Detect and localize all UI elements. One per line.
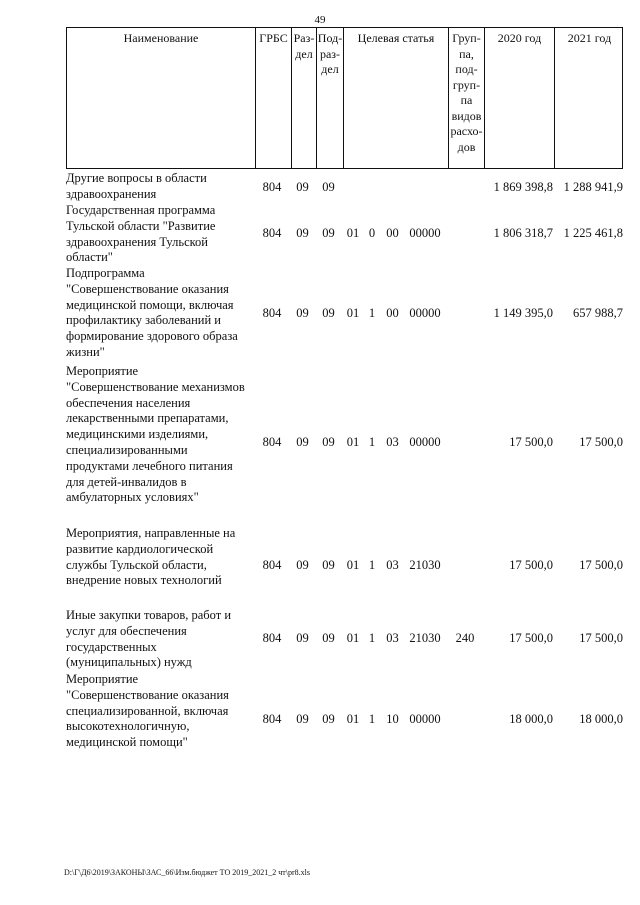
cell-2020: 1 869 398,8 xyxy=(493,180,553,194)
row-name: Подпрограмма "Совершенствование оказания медицинской помощи, включая профилактику заболеваний и формирование здорового образа жизни" xyxy=(66,266,238,359)
cell-grbs: 804 xyxy=(262,712,282,726)
cell-target-event: 03 xyxy=(386,558,399,572)
cell-grbs: 804 xyxy=(262,306,282,320)
cell-2021: 17 500,0 xyxy=(579,631,623,645)
header-vid-col xyxy=(448,28,484,168)
header-podrazdel: Под- раз- дел xyxy=(317,31,343,76)
row-name: Иные закупки товаров, работ и услуг для обеспечения государственных (муниципальных) нужд xyxy=(66,608,232,670)
cell-podrazdel: 09 xyxy=(322,558,335,572)
cell-2021: 1 225 461,8 xyxy=(563,226,623,240)
cell-2020: 1 149 395,0 xyxy=(493,306,553,320)
cell-grbs: 804 xyxy=(262,435,282,449)
cell-target-subprogram: 1 xyxy=(368,631,376,645)
cell-razdel: 09 xyxy=(296,306,309,320)
cell-2020: 17 500,0 xyxy=(509,558,553,572)
cell-razdel: 09 xyxy=(296,226,309,240)
cell-target-program: 01 xyxy=(346,306,360,320)
header-grbs-col xyxy=(255,28,291,168)
cell-2020: 18 000,0 xyxy=(509,712,553,726)
cell-2020: 1 806 318,7 xyxy=(493,226,553,240)
cell-grbs: 804 xyxy=(262,226,282,240)
cell-2021: 17 500,0 xyxy=(579,558,623,572)
cell-podrazdel: 09 xyxy=(322,435,335,449)
cell-razdel: 09 xyxy=(296,712,309,726)
file-path-footer: D:\Г\Д6\2019\ЗАКОНЫ\ЗАС_66\Изм.бюджет ТО 2019_2021_2 чт\pr8.xls xyxy=(64,868,310,877)
cell-target-event: 03 xyxy=(386,435,399,449)
cell-razdel: 09 xyxy=(296,631,309,645)
cell-2020: 17 500,0 xyxy=(509,435,553,449)
header-razdel: Раз- дел xyxy=(293,31,315,61)
table-header xyxy=(66,27,623,169)
cell-grbs: 804 xyxy=(262,631,282,645)
cell-target-event: 10 xyxy=(386,712,399,726)
cell-target-program: 01 xyxy=(346,558,360,572)
cell-target-subprogram: 1 xyxy=(368,435,376,449)
cell-grbs: 804 xyxy=(262,180,282,194)
header-target-col xyxy=(343,28,448,168)
cell-target-subprogram: 1 xyxy=(368,306,376,320)
cell-2021: 18 000,0 xyxy=(579,712,623,726)
cell-target-program: 01 xyxy=(346,712,360,726)
header-2021-col xyxy=(554,28,624,168)
header-2020-col xyxy=(484,28,554,168)
cell-2020: 17 500,0 xyxy=(509,631,553,645)
cell-target-direction: 00000 xyxy=(409,712,441,726)
cell-podrazdel: 09 xyxy=(322,180,335,194)
cell-target-direction: 21030 xyxy=(409,558,441,572)
header-2020: 2020 год xyxy=(497,31,542,45)
header-podrazdel-col xyxy=(316,28,343,168)
cell-target-direction: 00000 xyxy=(409,306,441,320)
cell-grbs: 804 xyxy=(262,558,282,572)
cell-target-program: 01 xyxy=(346,435,360,449)
cell-2021: 657 988,7 xyxy=(573,306,623,320)
cell-target-subprogram: 0 xyxy=(368,226,376,240)
header-2021: 2021 год xyxy=(567,31,612,45)
row-name: Другие вопросы в области здравоохранения xyxy=(66,171,207,201)
cell-podrazdel: 09 xyxy=(322,306,335,320)
header-target: Целевая статья xyxy=(357,31,435,45)
row-name: Мероприятия, направленные на развитие кардиологической службы Тульской области, внедрение новых технологий xyxy=(66,526,236,588)
cell-target-subprogram: 1 xyxy=(368,712,376,726)
header-razdel-col xyxy=(291,28,316,168)
cell-target-program: 01 xyxy=(346,631,360,645)
cell-2021: 1 288 941,9 xyxy=(563,180,623,194)
cell-2021: 17 500,0 xyxy=(579,435,623,449)
header-vid: Груп- па, под- груп- па видов расхо- дов xyxy=(450,31,483,154)
cell-target-event: 03 xyxy=(386,631,399,645)
cell-target-subprogram: 1 xyxy=(368,558,376,572)
cell-razdel: 09 xyxy=(296,558,309,572)
cell-podrazdel: 09 xyxy=(322,712,335,726)
row-name: Мероприятие "Совершенствование оказания специализированной, включая высокотехнологичную, медицинской помощи" xyxy=(66,672,229,750)
cell-razdel: 09 xyxy=(296,180,309,194)
cell-target-direction: 00000 xyxy=(409,435,441,449)
cell-target-program: 01 xyxy=(346,226,360,240)
cell-podrazdel: 09 xyxy=(322,631,335,645)
cell-target-event: 00 xyxy=(386,306,399,320)
cell-expense-type: 240 xyxy=(455,631,475,645)
cell-target-event: 00 xyxy=(386,226,399,240)
row-name: Государственная программа Тульской области "Развитие здравоохранения Тульской области" xyxy=(66,203,216,265)
cell-target-direction: 00000 xyxy=(409,226,441,240)
cell-target-direction: 21030 xyxy=(409,631,441,645)
header-grbs: ГРБС xyxy=(259,31,288,45)
header-name: Наименование xyxy=(123,31,199,45)
cell-razdel: 09 xyxy=(296,435,309,449)
page-number: 49 xyxy=(314,14,326,26)
row-name: Мероприятие "Совершенствование механизмов обеспечения населения лекарственными препаратами, медицинскими изделиями, специализированными продуктами лечебного питания для детей-инвалидов в амбулаторных условиях" xyxy=(66,364,245,505)
cell-podrazdel: 09 xyxy=(322,226,335,240)
